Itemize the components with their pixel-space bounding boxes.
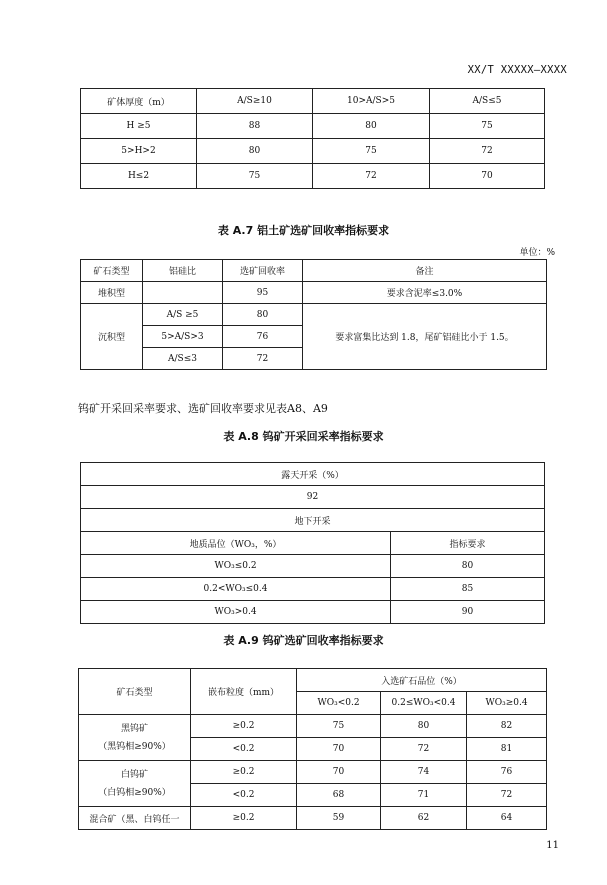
table-cell: 沉积型 [81,304,143,370]
header-cell: 备注 [303,260,547,282]
table-cell: 76 [467,761,547,784]
table-cell [79,761,191,807]
table-cell: 71 [381,784,467,807]
header-cell: 铝硅比 [143,260,223,282]
header-cell: 矿石类型 [81,260,143,282]
table-row [81,486,545,509]
table-cell: 混合矿（黑、白钨任一 [79,807,191,830]
table-cell: 80 [381,715,467,738]
table-cell: 5>H>2 [81,139,197,164]
table-row [81,114,545,139]
table-a8 [80,462,545,624]
table-cell: WO₃>0.4 [81,601,391,624]
table-cell [79,715,191,761]
table-a9-caption: 表 A.9 钨矿选矿回收率指标要求 [223,634,384,647]
table-cell: 72 [430,139,545,164]
table-row [79,715,547,738]
table-cell: 0.2<WO₃≤0.4 [81,578,391,601]
table-cell: 70 [297,738,381,761]
header-cell: WO₃≥0.4 [467,692,547,715]
table-row [81,509,545,532]
header-cell: WO₃<0.2 [297,692,381,715]
table-cell: ≥0.2 [191,807,297,830]
table-cell: 92 [81,486,545,509]
table-header-row [79,669,547,692]
table-cell: 70 [297,761,381,784]
table-cell: 72 [467,784,547,807]
table-cell: 75 [313,139,430,164]
ore-type-note: （黑钨相≥90%） [98,741,171,752]
table-row [79,761,547,784]
table-header-row [81,532,545,555]
table-cell: 72 [381,738,467,761]
table-a7 [80,259,547,370]
table-cell: 75 [297,715,381,738]
table-cell: 59 [297,807,381,830]
table-row [81,304,547,326]
table-row [81,578,545,601]
table-a8-caption: 表 A.8 钨矿开采回采率指标要求 [223,430,384,443]
table-cell: 80 [391,555,545,578]
table-a9 [78,668,547,830]
table-cell: 95 [223,282,303,304]
table-row [81,463,545,486]
table-a7-unit: 单位：% [519,248,555,258]
table-cell: 75 [197,164,313,189]
table-cell: 72 [313,164,430,189]
header-cell: 地质品位（WO₃，%） [81,532,391,555]
table-row [81,282,547,304]
table-cell: 80 [197,139,313,164]
table-cell: 堆积型 [81,282,143,304]
body-paragraph: 钨矿开采回采率要求、选矿回收率要求见表A8、A9 [78,402,328,415]
ore-type-name: 黑钨矿 [120,723,148,734]
table-row [81,139,545,164]
table-cell: 70 [430,164,545,189]
table-cell: <0.2 [191,738,297,761]
table-cell [143,282,223,304]
table-a7-caption: 表 A.7 铝土矿选矿回收率指标要求 [217,224,390,237]
table-a6-continued [80,88,545,189]
table-row [79,807,547,830]
table-cell: A/S≤3 [143,348,223,370]
table-cell: 80 [223,304,303,326]
header-cell: 矿石类型 [79,669,191,715]
header-cell: A/S≤5 [430,89,545,114]
table-cell: 要求含泥率≤3.0% [303,282,547,304]
table-cell: <0.2 [191,784,297,807]
table-cell: WO₃≤0.2 [81,555,391,578]
table-cell: 80 [313,114,430,139]
ore-type-name: 白钨矿 [120,769,148,780]
ore-type-note: （白钨相≥90%） [98,787,171,798]
table-cell: ≥0.2 [191,715,297,738]
table-cell: 5>A/S>3 [143,326,223,348]
table-cell: 76 [223,326,303,348]
table-cell: 75 [430,114,545,139]
header-cell: A/S≥10 [197,89,313,114]
header-cell: 0.2≤WO₃<0.4 [381,692,467,715]
page-number: 11 [546,840,559,851]
standard-id: XX/T XXXXX—XXXX [467,64,567,76]
table-cell: 82 [467,715,547,738]
header-cell: 入选矿石品位（%） [297,669,547,692]
table-cell: 81 [467,738,547,761]
table-cell: 74 [381,761,467,784]
table-cell: 露天开采（%） [81,463,545,486]
table-cell: 88 [197,114,313,139]
header-cell: 指标要求 [391,532,545,555]
header-cell: 10>A/S>5 [313,89,430,114]
table-cell: 64 [467,807,547,830]
table-cell: 地下开采 [81,509,545,532]
table-cell: ≥0.2 [191,761,297,784]
table-row [81,555,545,578]
table-cell: 要求富集比达到 1.8，尾矿铝硅比小于 1.5。 [303,304,547,370]
table-cell: H ≥5 [81,114,197,139]
header-cell: 选矿回收率 [223,260,303,282]
header-cell: 嵌布粒度（mm） [191,669,297,715]
table-header-row [81,260,547,282]
table-row [81,601,545,624]
table-header-row [81,89,545,114]
table-cell: 85 [391,578,545,601]
table-cell: 90 [391,601,545,624]
table-row [81,164,545,189]
table-cell: 68 [297,784,381,807]
table-cell: H≤2 [81,164,197,189]
table-cell: 62 [381,807,467,830]
header-cell: 矿体厚度（m） [81,89,197,114]
table-cell: 72 [223,348,303,370]
table-cell: A/S ≥5 [143,304,223,326]
